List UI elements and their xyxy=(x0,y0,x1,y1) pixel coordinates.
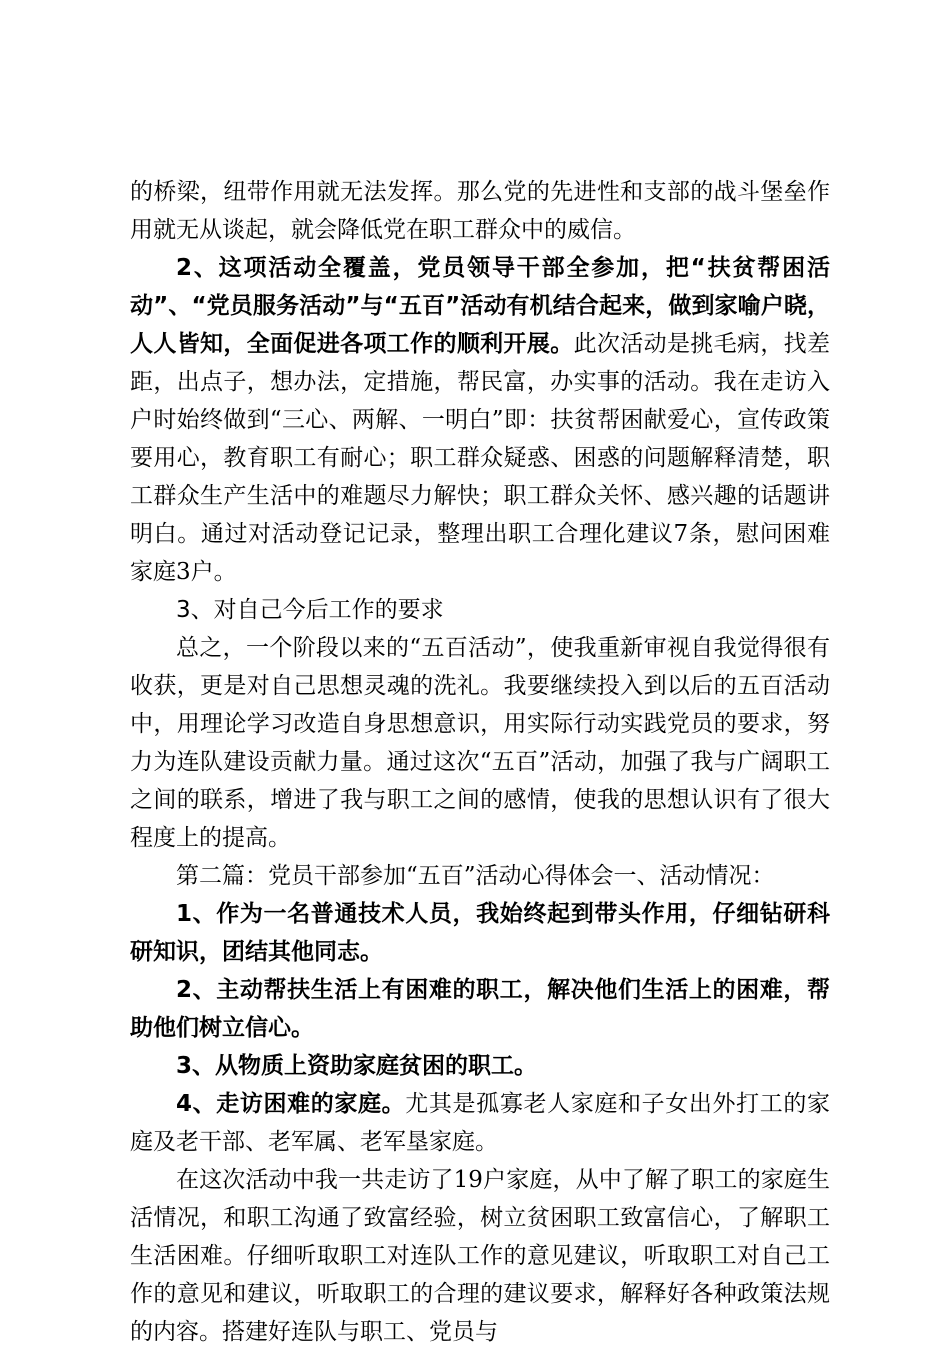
paragraph-bold-lead: 4、走访困难的家庭。 xyxy=(176,1091,406,1117)
paragraph-bold-lead: 2、主动帮扶生活上有困难的职工，解决他们生活上的困难，帮助他们树立信心。 xyxy=(130,977,830,1041)
paragraph-3 xyxy=(130,629,830,857)
paragraph-8 xyxy=(130,1085,830,1161)
paragraph-9 xyxy=(130,1161,830,1351)
document-page xyxy=(130,173,830,1351)
paragraph-text: 的桥梁，纽带作用就无法发挥。那么党的先进性和支部的战斗堡垒作用就无从谈起，就会降低党在职工群众中的威信。 xyxy=(130,179,830,243)
paragraph-4 xyxy=(130,857,830,895)
paragraph-bold-lead: 1、作为一名普通技术人员，我始终起到带头作用，仔细钻研科研知识，团结其他同志。 xyxy=(130,901,830,965)
paragraph-text: 此次活动是挑毛病，找差距，出点子，想办法，定措施，帮民富，办实事的活动。我在走访入户时始终做到“三心、两解、一明白”即：扶贫帮困献爱心，宣传政策要用心，教育职工有耐心；职工群众疑惑、困惑的问题解释清楚，职工群众生产生活中的难题尽力解快；职工群众关怀、感兴趣的话题讲明白。通过对活动登记记录，整理出职工合理化建议7条，慰问困难家庭3户。 xyxy=(130,331,831,585)
paragraph-text: 尤其是孤寡老人家庭和子女出外打工的家庭及老干部、老军属、老军垦家庭。 xyxy=(130,1091,830,1155)
paragraph-text: 在这次活动中我一共走访了19户家庭，从中了解了职工的家庭生活情况，和职工沟通了致富经验，树立贫困职工致富信心，了解职工生活困难。仔细听取职工对连队工作的意见建议，听取职工对自己工作的意见和建议，听取职工的合理的建议要求，解释好各种政策法规的内容。搭建好连队与职工、党员与 xyxy=(130,1167,830,1345)
paragraph-text: 第二篇：党员干部参加“五百”活动心得体会一、活动情况： xyxy=(176,863,775,889)
paragraph-2-heading xyxy=(130,591,830,629)
paragraph-6 xyxy=(130,971,830,1047)
paragraph-7 xyxy=(130,1047,830,1085)
section-heading: 3、对自己今后工作的要求 xyxy=(176,597,444,623)
paragraph-1 xyxy=(130,249,830,591)
paragraph-text: 总之，一个阶段以来的“五百活动”，使我重新审视自我觉得很有收获，更是对自己思想灵魂的洗礼。我要继续投入到以后的五百活动中，用理论学习改造自身思想意识，用实际行动实践党员的要求，努力为连队建设贡献力量。通过这次“五百”活动，加强了我与广阔职工之间的联系，增进了我与职工之间的感情，使我的思想认识有了很大程度上的提高。 xyxy=(130,635,830,851)
paragraph-0 xyxy=(130,173,830,249)
paragraph-bold-lead: 3、从物质上资助家庭贫困的职工。 xyxy=(176,1053,538,1079)
paragraph-bold-lead: 2、这项活动全覆盖，党员领导干部全参加，把“扶贫帮困活动”、“党员服务活动”与“五百”活动有机结合起来，做到家喻户晓，人人皆知，全面促进各项工作的顺利开展。 xyxy=(130,255,830,357)
paragraph-5 xyxy=(130,895,830,971)
